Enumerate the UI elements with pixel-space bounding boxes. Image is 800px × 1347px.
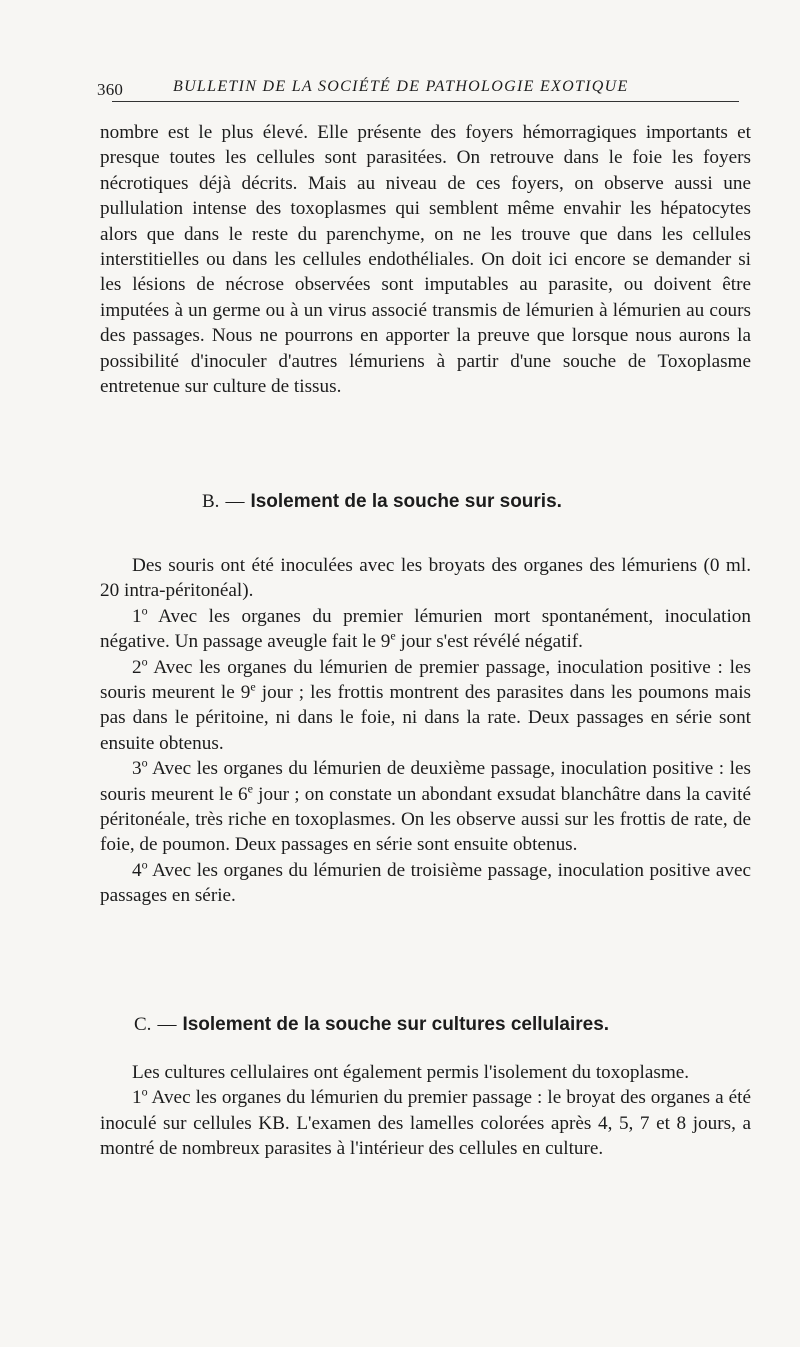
numbered-item <box>100 1085 751 1161</box>
numbered-item <box>100 604 751 655</box>
section-dash: — <box>225 491 245 512</box>
continued-paragraph <box>100 120 751 399</box>
numbered-item <box>100 858 751 909</box>
section-c-body <box>100 1060 751 1162</box>
numbered-item <box>100 756 751 858</box>
item-text-continued: jour ; on constate un abondant exsudat blanchâtre dans la cavité péritonéale, très riche en toxoplasmes. On les observe aussi sur les frottis de rate, de foie, de poumon. Deux passages en série sont ensuite obtenus. <box>100 783 751 856</box>
item-number: 2 <box>132 656 142 678</box>
section-dash: — <box>157 1014 177 1035</box>
section-letter: C. <box>134 1014 152 1035</box>
header-rule <box>112 101 739 102</box>
item-text: Avec les organes du lémurien de deuxième passage, inoculation positive : les souris meurent le 6 <box>100 758 751 805</box>
item-text: Avec les organes du premier lémurien mort spontanément, inoculation négative. Un passage aveugle fait le 9 <box>100 605 751 653</box>
section-b-body <box>100 553 751 909</box>
ordinal-mark: o <box>141 755 148 770</box>
ordinal-superscript: e <box>250 679 256 694</box>
item-text-continued: jour ; les frottis montrent des parasites dans les poumons mais pas dans le péritoine, ni dans le foie, ni dans la rate. Deux passages en série sont ensuite obtenus. <box>100 682 752 754</box>
item-text: Avec les organes du lémurien de troisième passage, inoculation positive avec passages en série. <box>100 859 751 907</box>
ordinal-mark: o <box>141 857 148 872</box>
section-b-heading <box>202 491 800 513</box>
intro-paragraph: Les cultures cellulaires ont également permis l'isolement du toxoplasme. <box>132 1062 690 1083</box>
section-c-heading <box>134 1014 785 1036</box>
item-text: Avec les organes du lémurien du premier passage : le broyat des organes a été inoculé sur cellules KB. L'examen des lamelles colorées après 4, 5, 7 et 8 jours, a montré de nombreux parasites à l'intérieur des cellules en culture. <box>100 1087 751 1160</box>
item-number: 1 <box>132 605 142 627</box>
section-title: Isolement de la souche sur souris. <box>250 491 562 512</box>
item-number: 1 <box>132 1087 142 1109</box>
section-letter: B. <box>202 491 220 512</box>
intro-paragraph: Des souris ont été inoculées avec les broyats des organes des lémuriens (0 ml. 20 intra-péritonéal). <box>100 555 751 602</box>
ordinal-superscript: e <box>390 628 396 643</box>
numbered-item <box>100 655 751 757</box>
section-title: Isolement de la souche sur cultures cellulaires. <box>182 1014 610 1035</box>
item-text: Avec les organes du lémurien de premier passage, inoculation positive : les souris meurent le 9 <box>100 656 751 704</box>
ordinal-superscript: e <box>247 781 253 796</box>
item-number: 3 <box>132 758 142 780</box>
ordinal-mark: o <box>141 654 148 669</box>
item-number: 4 <box>132 859 142 881</box>
ordinal-mark: o <box>141 1085 148 1100</box>
page-number: 360 <box>97 80 124 99</box>
item-text-continued: jour s'est révélé négatif. <box>395 631 583 653</box>
running-title: BULLETIN DE LA SOCIÉTÉ DE PATHOLOGIE EXOTIQUE <box>173 78 629 95</box>
ordinal-mark: o <box>141 603 148 618</box>
paragraph-text: nombre est le plus élevé. Elle présente des foyers hémorragiques importants et presque toutes les cellules sont parasitées. On retrouve dans le foie les foyers nécrotiques déjà décrits. Mais au niveau de ces foyers, on observe aussi une pullulation intense des toxoplasmes qui semblent même envahir les hépatocytes alors que dans le reste du parenchyme, on ne les trouve que dans les cellules interstitielles ou dans les cellules endothéliales. On doit ici encore se demander si les lésions de nécrose observées sont imputables au parasite, ou doivent être imputées à un germe ou à un virus associé transmis de lémurien à lémurien au cours des passages. Nous ne pourrons en apporter la preuve que lorsque nous aurons la possibilité d'inoculer d'autres lémuriens à partir d'une souche de Toxoplasme entretenue sur culture de tissus. <box>100 122 751 398</box>
